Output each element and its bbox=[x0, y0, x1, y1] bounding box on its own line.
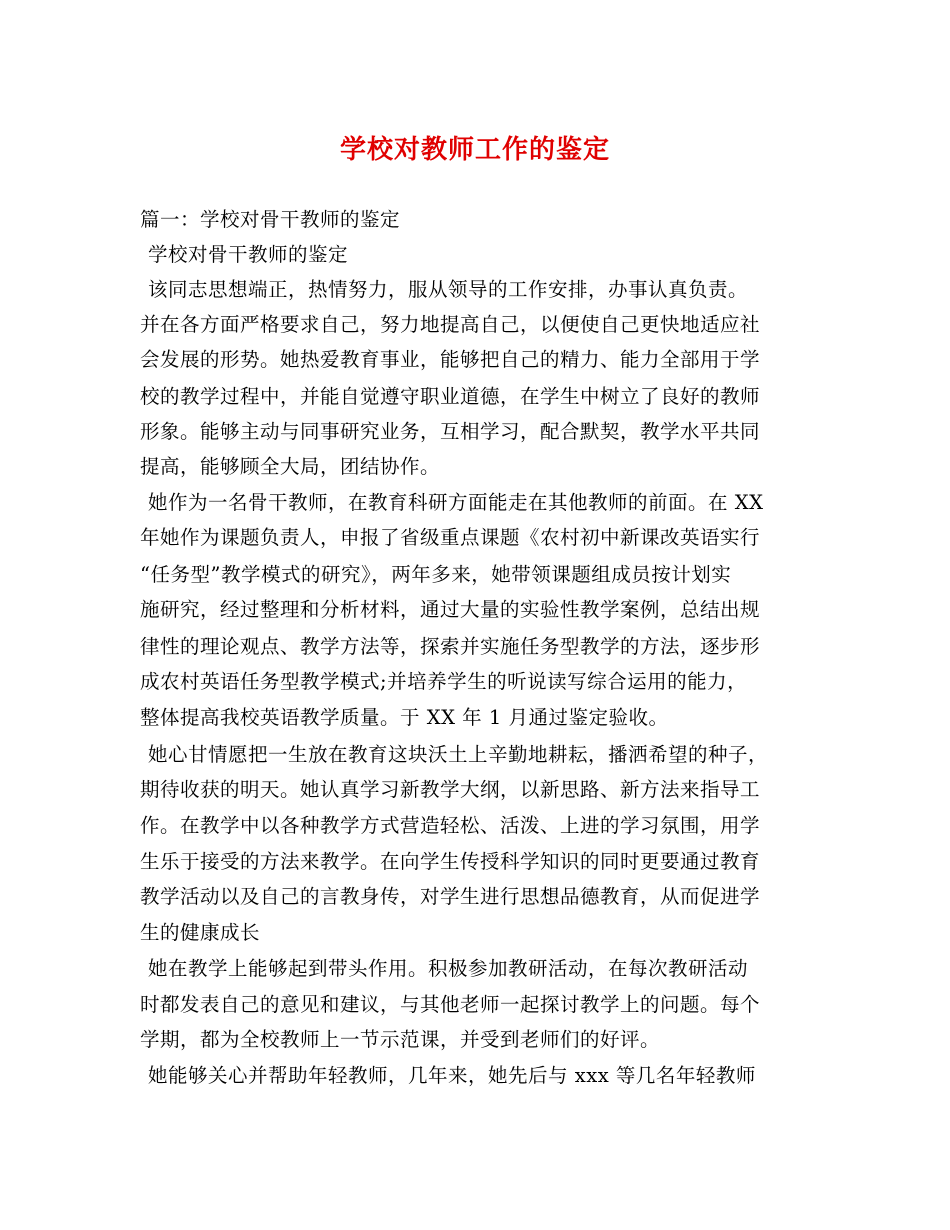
section-heading: 篇一：学校对骨干教师的鉴定 bbox=[140, 208, 401, 231]
paragraph-line: 会发展的形势。她热爱教育事业，能够把自己的精力、能力全部用于学 bbox=[140, 348, 761, 371]
subheading: 学校对骨干教师的鉴定 bbox=[148, 243, 349, 266]
paragraph-line: “任务型”教学模式的研究》，两年多来，她带领课题组成员按计划实 bbox=[140, 563, 732, 586]
paragraph-line: 年她作为课题负责人，申报了省级重点课题《农村初中新课改英语实行 bbox=[140, 526, 761, 549]
paragraph-line: 成农村英语任务型教学模式;并培养学生的听说读写综合运用的能力， bbox=[140, 670, 748, 693]
paragraph-line: 生的健康成长 bbox=[140, 921, 261, 944]
paragraph-line: 生乐于接受的方法来教学。在向学生传授科学知识的同时更要通过教育 bbox=[140, 850, 761, 873]
paragraph-line: 作。在教学中以各种教学方式营造轻松、活泼、上进的学习氛围，用学 bbox=[140, 814, 761, 837]
paragraph-line: 律性的理论观点、教学方法等，探索并实施任务型教学的方法，逐步形 bbox=[140, 635, 761, 658]
paragraph-line: 形象。能够主动与同事研究业务，互相学习，配合默契，教学水平共同 bbox=[140, 420, 761, 443]
paragraph-line: 该同志思想端正，热情努力，服从领导的工作安排，办事认真负责。 bbox=[148, 278, 749, 301]
paragraph-line: 她心甘情愿把一生放在教育这块沃土上辛勤地耕耘，播洒希望的种子， bbox=[148, 743, 769, 766]
paragraph-line: 并在各方面严格要求自己，努力地提高自己，以便使自己更快地适应社 bbox=[140, 313, 761, 336]
paragraph-line: 她能够关心并帮助年轻教师，几年来，她先后与 xxx 等几名年轻教师 bbox=[148, 1064, 756, 1087]
paragraph-line: 期待收获的明天。她认真学习新教学大纲，以新思路、新方法来指导工 bbox=[140, 778, 761, 801]
paragraph-line: 她作为一名骨干教师，在教育科研方面能走在其他教师的前面。在 XX bbox=[148, 491, 764, 514]
paragraph-line: 整体提高我校英语教学质量。于 XX 年 1 月通过鉴定验收。 bbox=[140, 706, 669, 729]
paragraph-line: 学期，都为全校教师上一节示范课，并受到老师们的好评。 bbox=[140, 1028, 661, 1051]
document-title: 学校对教师工作的鉴定 bbox=[339, 135, 610, 165]
paragraph-line: 她在教学上能够起到带头作用。积极参加教研活动，在每次教研活动 bbox=[148, 957, 749, 980]
paragraph-line: 施研究，经过整理和分析材料，通过大量的实验性教学案例，总结出规 bbox=[140, 598, 761, 621]
paragraph-line: 校的教学过程中，并能自觉遵守职业道德，在学生中树立了良好的教师 bbox=[140, 385, 761, 408]
paragraph-line: 教学活动以及自己的言教身传，对学生进行思想品德教育，从而促进学 bbox=[140, 885, 761, 908]
paragraph-line: 提高，能够顾全大局，团结协作。 bbox=[140, 455, 441, 478]
paragraph-line: 时都发表自己的意见和建议，与其他老师一起探讨教学上的问题。每个 bbox=[140, 993, 761, 1016]
